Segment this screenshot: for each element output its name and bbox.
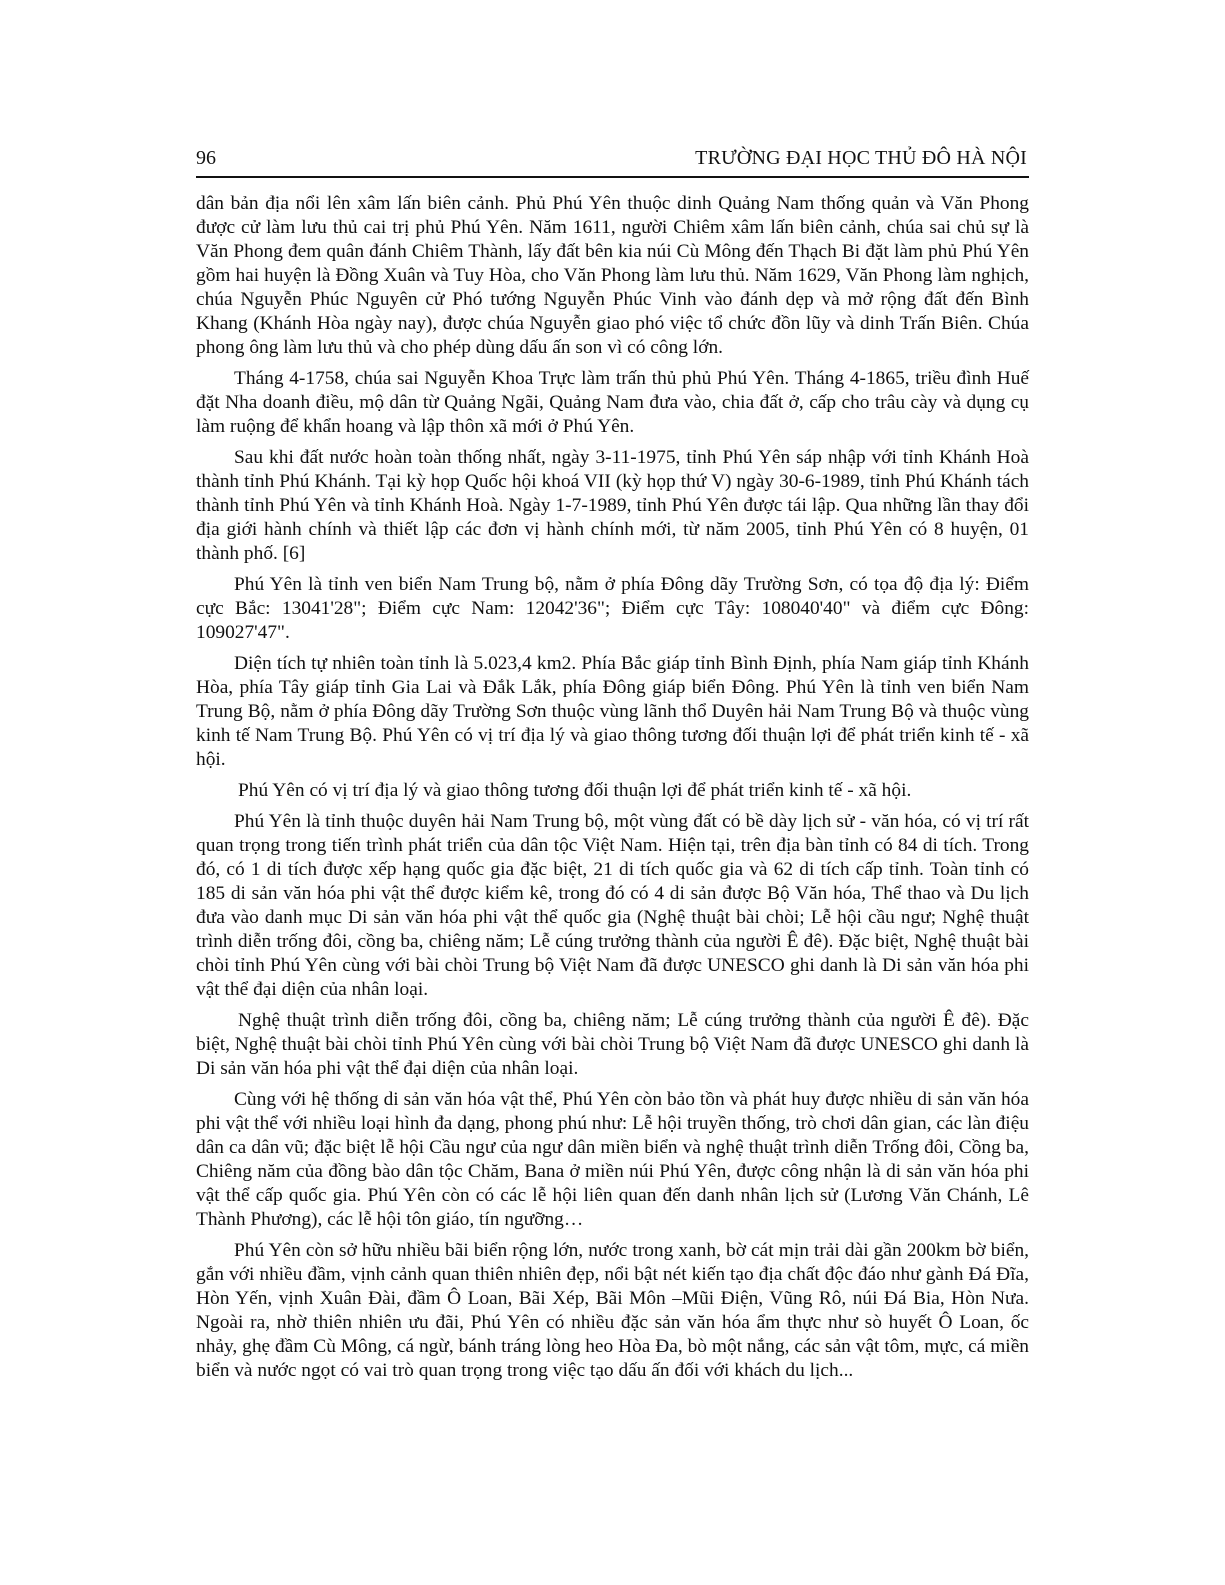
journal-running-head: TRƯỜNG ĐẠI HỌC THỦ ĐÔ HÀ NỘI [695,147,1027,169]
paragraph-area-borders: Diện tích tự nhiên toàn tỉnh là 5.023,4 km2. Phía Bắc giáp tỉnh Bình Định, phía Nam giáp tỉnh Khánh Hòa, phía Tây giáp tỉnh Gia Lai và Đắk Lắk, phía Đông giáp biển Đông. Phú Yên là tỉnh ven biển Nam Trung Bộ, nằm ở phía Đông dãy Trường Sơn thuộc vùng lãnh thổ Duyên hải Nam Trung Bộ và thuộc vùng kinh tế Nam Trung Bộ. Phú Yên có vị trí địa lý và giao thông tương đối thuận lợi để phát triển kinh tế - xã hội. [196,653,1029,770]
paragraph-coordinates: Phú Yên là tỉnh ven biển Nam Trung bộ, nằm ở phía Đông dãy Trường Sơn, có tọa độ địa lý: Điểm cực Bắc: 13041'28"; Điểm cực Nam: 12042'36"; Điểm cực Tây: 108040'40" và điểm cực Đông: 109027'47". [196,574,1029,643]
page-header [196,146,1029,178]
paragraph-reunification: Sau khi đất nước hoàn toàn thống nhất, ngày 3-11-1975, tỉnh Phú Yên sáp nhập với tỉnh Khánh Hoà thành tỉnh Phú Khánh. Tại kỳ họp Quốc hội khoá VII (kỳ họp thứ V) ngày 30-6-1989, tỉnh Phú Khánh tách thành tỉnh Phú Yên và tỉnh Khánh Hoà. Ngày 1-7-1989, tỉnh Phú Yên được tái lập. Qua những lần thay đổi địa giới hành chính và thiết lập các đơn vị hành chính mới, từ năm 2005, tỉnh Phú Yên có 8 huyện, 01 thành phố. [6] [196,447,1029,564]
paragraph-nguyen-khoa-truc: Tháng 4-1758, chúa sai Nguyễn Khoa Trực làm trấn thủ phủ Phú Yên. Tháng 4-1865, triều đình Huế đặt Nha doanh điều, mộ dân từ Quảng Ngãi, Quảng Nam đưa vào, chia đất ở, cấp cho trâu cày và dụng cụ làm ruộng để khẩn hoang và lập thôn xã mới ở Phú Yên. [196,368,1029,437]
page-number: 96 [196,147,216,169]
paragraph-intangible-heritage: Cùng với hệ thống di sản văn hóa vật thể, Phú Yên còn bảo tồn và phát huy được nhiều di sản văn hóa phi vật thể với nhiều loại hình đa dạng, phong phú như: Lễ hội truyền thống, trò chơi dân gian, các làn điệu dân ca dân vũ; đặc biệt lễ hội Cầu ngư của ngư dân miền biển và nghệ thuật trình diễn Trống đôi, Cồng ba, Chiêng năm của đồng bào dân tộc Chăm, Bana ở miền núi Phú Yên, được công nhận là di sản văn hóa phi vật thể cấp quốc gia. Phú Yên còn có các lễ hội liên quan đến danh nhân lịch sử (Lương Văn Chánh, Lê Thành Phương), các lễ hội tôn giáo, tín ngưỡng… [196,1089,1029,1230]
paragraph-history-van-phong: dân bản địa nổi lên xâm lấn biên cảnh. Phủ Phú Yên thuộc dinh Quảng Nam thống quản và Văn Phong được cử làm lưu thủ cai trị phủ Phú Yên. Năm 1611, người Chiêm xâm lấn biên cảnh, chúa sai chủ sự là Văn Phong đem quân đánh Chiêm Thành, lấy đất bên kia núi Cù Mông đến Thạch Bi đặt làm phủ Phú Yên gồm hai huyện là Đồng Xuân và Tuy Hòa, cho Văn Phong làm lưu thủ. Năm 1629, Văn Phong làm nghịch, chúa Nguyễn Phúc Nguyên cử Phó tướng Nguyễn Phúc Vinh vào đánh dẹp và mở rộng đất đến Bình Khang (Khánh Hòa ngày nay), được chúa Nguyễn giao phó việc tổ chức đồn lũy và dinh Trấn Biên. Chúa phong ông làm lưu thủ và cho phép dùng dấu ấn son vì có công lớn. [196,193,1029,358]
paragraph-location-advantage: Phú Yên có vị trí địa lý và giao thông tương đối thuận lợi để phát triển kinh tế - xã hội. [238,780,912,801]
paragraph-relics-heritage: Phú Yên là tỉnh thuộc duyên hải Nam Trung bộ, một vùng đất có bề dày lịch sử - văn hóa, có vị trí rất quan trọng trong tiến trình phát triển của dân tộc Việt Nam. Hiện tại, trên địa bàn tỉnh có 84 di tích. Trong đó, có 1 di tích được xếp hạng quốc gia đặc biệt, 21 di tích quốc gia và 62 di tích cấp tỉnh. Toàn tỉnh có 185 di sản văn hóa phi vật thể được kiểm kê, trong đó có 4 di sản được Bộ Văn hóa, Thể thao và Du lịch đưa vào danh mục Di sản văn hóa phi vật thể quốc gia (Nghệ thuật bài chòi; Lễ hội cầu ngư; Nghệ thuật trình diễn trống đôi, cồng ba, chiêng năm; Lễ cúng trưởng thành của người Ê đê). Đặc biệt, Nghệ thuật bài chòi tỉnh Phú Yên cùng với bài chòi Trung bộ Việt Nam đã được UNESCO ghi danh là Di sản văn hóa phi vật thể đại diện của nhân loại. [196,811,1029,1000]
article-body [196,192,1029,1383]
paragraph-bai-choi-unesco: Nghệ thuật trình diễn trống đôi, cồng ba, chiêng năm; Lễ cúng trưởng thành của người Ê đê). Đặc biệt, Nghệ thuật bài chòi tỉnh Phú Yên cùng với bài chòi Trung bộ Việt Nam đã được UNESCO ghi danh là Di sản văn hóa phi vật thể đại diện của nhân loại. [196,1010,1029,1079]
paragraph-beaches-cuisine: Phú Yên còn sở hữu nhiều bãi biển rộng lớn, nước trong xanh, bờ cát mịn trải dài gần 200km bờ biển, gắn với nhiều đầm, vịnh cảnh quan thiên nhiên đẹp, nổi bật nét kiến tạo địa chất độc đáo như gành Đá Đĩa, Hòn Yến, vịnh Xuân Đài, đầm Ô Loan, Bãi Xép, Bãi Môn –Mũi Điện, Vũng Rô, núi Đá Bia, Hòn Nưa. Ngoài ra, nhờ thiên nhiên ưu đãi, Phú Yên có nhiều đặc sản văn hóa ẩm thực như sò huyết Ô Loan, ốc nhảy, ghẹ đầm Cù Mông, cá ngừ, bánh tráng lòng heo Hòa Đa, bò một nắng, các sản vật tôm, mực, cá miền biển và nước ngọt có vai trò quan trọng trong việc tạo dấu ấn đối với khách du lịch... [196,1240,1029,1381]
